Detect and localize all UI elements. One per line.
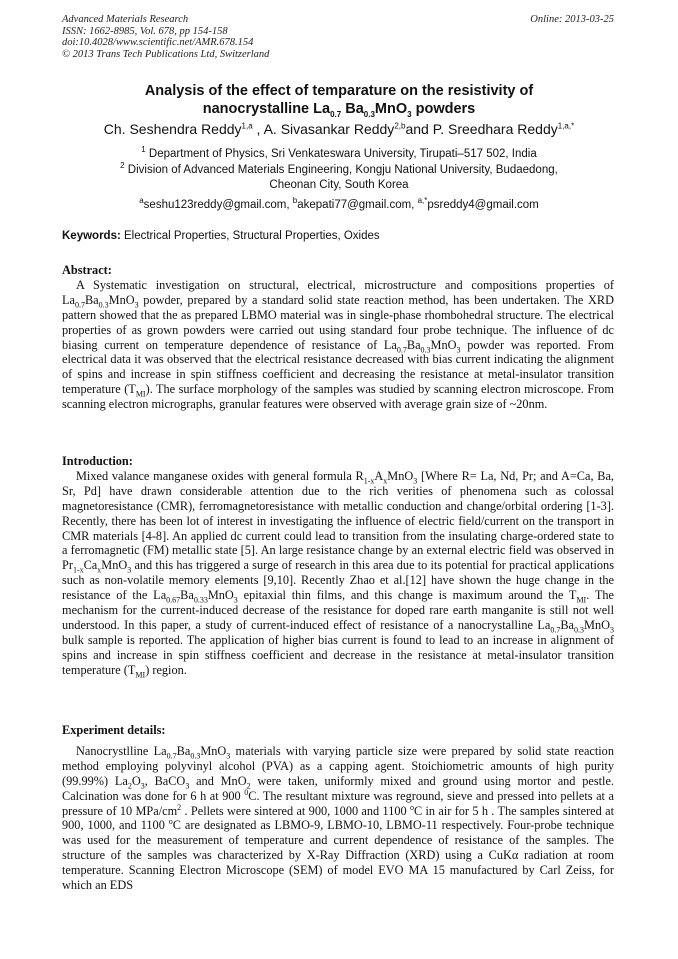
experiment-body: Nanocrystlline $La_{0.7}Ba_{0.3}MnO_3$ materials with varying particle size were prepared by solid state reaction method employing polyvinyl alcohol (PVA) as a capping agent. Stoichiometric amounts of high purity (99.99%) $La_2O_3$, BaCO$_3$ and MnO$_2$ were taken, uniformly mixed and ground using mortor and pestle. Calcination was done for 6 h at 900 $^0$C. The resultant mixture was reground, sieve and pressed into pellets at a pressure of 10 MPa/$cm^2$ . Pellets were sintered at 900, 1000 and 1100 $^o$C in air for 5 h . The samples sintered at 900, 1000, and 1100 $^o$C are designated as LBMO-9, LBMO-10, LBMO-11 respectively. Four-probe technique was used for the measurement of temperature and current dependence of resistance of the samples. The structure of the samples was characterized by X-Ray Diffraction (XRD) using a CuKα radiation at room temperature. Scanning Electron Microscope (SEM) of model EVO MA 15 manufactured by Carl Zeiss, for which an EDS — [62, 743, 615, 893]
journal-name: Advanced Materials Research — [62, 14, 189, 25]
doi-line: doi:10.4028/www.scientific.net/AMR.678.154 — [62, 37, 254, 48]
issn-line: ISSN: 1662-8985, Vol. 678, pp 154-158 — [62, 25, 228, 37]
keywords — [62, 229, 622, 244]
journal-header — [62, 14, 269, 60]
keywords-label: Keywords: — [62, 230, 121, 242]
paper-title — [40, 82, 638, 118]
introduction-body: Mixed valance manganese oxides with general formula $R_{1-x}A_xMnO_3$ [Where R= La, Nd, Pr; and A=Ca, Ba, Sr, Pd] have drawn considerable attention due to the rich verities of phenomena such as colossal magnetoresistance (CMR), ferromagnetoresistance with metallic conduction and change/orbital ordering [1-3]. Recently, there has been lot of interest in investigating the influence of electric field/current on the transport in CMR materials [4-8]. An applied dc current could lead to transition from the insulating charge-ordered state to a ferromagnetic (FM) metallic state [5]. An large resistance change by an external electric field was observed in $Pr_{1-x}Ca_xMnO_3$ and this has triggered a surge of research in this area due to its potential for practical applications such as non-volatile memory elements [9,10]. Recently Zhao et al.[12] have shown the huge change in the resistance of the $La_{0.67}Ba_{0.33}MnO_3$ epitaxial thin films, and this change is maximum around the $T_{MI}$. The mechanism for the current-induced decrease of the resistance for doped rare earth manganite is still not well understood. In this paper, a study of current-induced effect of resistance of a nanocrystalline $La_{0.7}Ba_{0.3}MnO_3$ bulk sample is reported. The application of higher bias current is found to lead to an increase in alignment of spins and increase in spin stiffness coefficient and decrease in the resistance at metal-insulator transition temperature $(T_{MI})$ region. — [62, 468, 615, 680]
title-line-1: Analysis of the effect of temparature on the resistivity of — [144, 83, 534, 99]
keywords-text: Electrical Properties, Structural Properties, Oxides — [120, 230, 380, 242]
abstract-section — [62, 263, 614, 412]
affiliation-2: $^2$ Division of Advanced Materials Engineering, Kongju National University, Budaedong, — [120, 160, 558, 176]
introduction-section — [62, 454, 614, 678]
introduction-heading: Introduction: — [62, 454, 133, 468]
copyright-line: © 2013 Trans Tech Publications Ltd, Switzerland — [62, 48, 270, 60]
experiment-heading: Experiment details: — [62, 723, 166, 737]
author-list: Ch. Seshendra Reddy$^{1,a}$ , A. Sivasankar Reddy$^{2,b}$and P. Sreedhara Reddy$^{1,a,*}$ — [103, 121, 575, 137]
author-1: Ch. Seshendra Reddy — [103, 121, 242, 137]
online-date: Online: 2013-03-25 — [530, 14, 614, 25]
affiliation-1: $^1$ Department of Physics, Sri Venkateswara University, Tirupati–517 502, India — [141, 145, 537, 160]
abstract-heading: Abstract: — [62, 263, 112, 277]
email-3: psreddy4@gmail.com — [427, 199, 539, 211]
title-line-2: nanocrystalline $La_{0.7}$ $Ba_{0.3}MnO_3$ powders — [202, 101, 476, 119]
email-2: akepati77@gmail.com, — [297, 199, 418, 211]
experiment-section — [62, 723, 614, 893]
affiliations — [60, 147, 618, 194]
author-emails: $^a$seshu123reddy@gmail.com, $^b$akepati77@gmail.com, $^{a,*}$psreddy4@gmail.com — [139, 196, 539, 211]
email-1: seshu123reddy@gmail.com, — [143, 199, 293, 211]
author-3: P. Sreedhara Reddy — [432, 121, 558, 137]
author-2: A. Sivasankar Reddy — [263, 121, 395, 137]
abstract-body: A Systematic investigation on structural, electrical, microstructure and compositions properties of $La_{0.7}Ba_{0.3}MnO_3$ powder, prepared by a standard solid state reaction method, has been undertaken. The XRD pattern showed that the as prepared LBMO material was in single-phase rhombohedral structure. The electrical properties of as grown powders were carried out using standard four probe technique. The influence of dc biasing current on temperature dependence of resistance of $La_{0.7}Ba_{0.3}MnO_3$ powder was reported. From electrical data it was observed that the electrical resistance decreased with bias current indicating the alignment of spins and increase in spin stiffness coefficient and decreasing the resistance at metal-insulator transition temperature $(T_{MI})$. The surface morphology of the samples was studied by scanning electron microscope. From scanning electron micrographs, granular features were observed with average grain size of ~20nm. — [62, 277, 614, 412]
affiliation-2-line-2: Cheonan City, South Korea — [269, 179, 409, 191]
